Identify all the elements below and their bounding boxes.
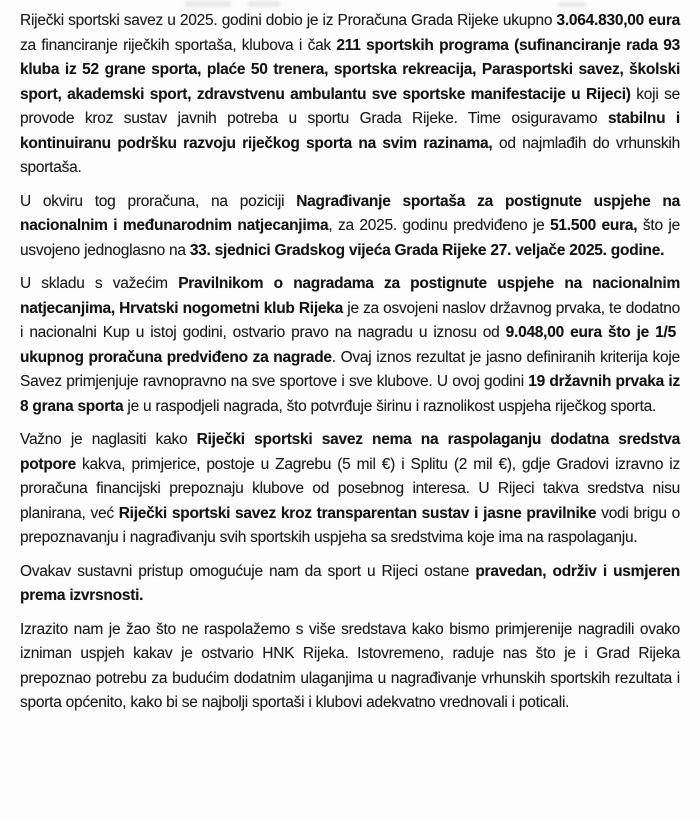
text-run: Izrazito nam je žao što ne raspolažemo s više sredstava kako bismo primjerenije nagradili ovako izniman uspjeh kakav je ostvario HNK Rijeka. Istovremeno, raduje nas što je i Grad Rijeka prepoznao potrebu za budućim dodatnim ulaganjima u nagrađivanje vrhunskih sportskih rezultata i sporta općenito, kako bi se najbolji sportaši i klubovi adekvatno vrednovali i poticali. <box>20 620 680 711</box>
paragraph <box>20 272 680 419</box>
bold-text-run: Pravilnikom o nagradama za postignute uspjehe na nacionalnim natjecanjima, Hrvatski nogometni klub Rijeka <box>20 275 680 317</box>
text-run: od najmlađih do vrhunskih sportaša. <box>20 134 680 176</box>
text-run: koji se provode kroz sustav javnih potreba u sportu Grada Rijeke. Time osiguravamo <box>20 85 680 127</box>
scan-artifact <box>248 1 280 7</box>
text-run: Važno je naglasiti kako <box>20 431 197 448</box>
text-run: što je usvojeno jednoglasno na <box>20 217 680 259</box>
bold-text-run: 33. sjednici Gradskog vijeća Grada Rijeke 27. veljače 2025. godine. <box>189 241 665 259</box>
paragraph <box>20 618 680 716</box>
bold-text-run: Nagrađivanje sportaša za postignute uspjehe na nacionalnim i međunarodnim natjecanjima <box>20 192 680 234</box>
bold-text-run: 51.500 eura, <box>550 217 638 234</box>
paragraph <box>20 190 680 264</box>
bold-text-run: 19 državnih prvaka iz 8 grana sporta <box>20 373 680 415</box>
bold-text-run: stabilnu i kontinuiranu podršku razvoju riječkog sporta na svim razinama, <box>20 110 680 152</box>
text-run: kakva, primjerice, postoje u Zagrebu (5 mil €) i Splitu (2 mil €), gdje Gradovi izravno iz proračuna financijski prepoznaju klubove od posebnog interesa. U Rijeci takva sredstva nisu planirana, već <box>20 455 680 522</box>
text-run: je u raspodjeli nagrada, što potvrđuje širinu i raznolikost uspjeha riječkog sporta. <box>123 397 657 415</box>
bold-text-run: Riječki sportski savez nema na raspolaganju dodatna sredstva potpore <box>20 431 681 473</box>
text-run: U skladu s važećim <box>20 275 179 292</box>
text-run: vodi brigu o prepoznavanju i nagrađivanju svih sportskih uspjeha sa sredstvima koje ima na raspolaganju. <box>20 504 680 546</box>
text-run: za financiranje riječkih sportaša, klubova i čak <box>20 36 337 54</box>
bold-text-run: Riječki sportski savez kroz transparentan sustav i jasne pravilnike <box>118 504 597 522</box>
bold-text-run: 3.064.830,00 eura <box>556 12 680 29</box>
paragraph <box>20 9 680 181</box>
scan-artifact <box>185 1 231 7</box>
text-run: . Ovaj iznos rezultat je jasno definiranih kriterija koje Savez primjenjuje ravnopravno na sve sportove i sve klubove. U ovoj godini <box>20 348 680 390</box>
text-run: Ovakav sustavni pristup omogućuje nam da sport u Rijeci ostane <box>20 562 476 580</box>
bold-text-run: 9.048,00 eura što je 1/5 ukupnog proračuna predviđeno za nagrade <box>20 324 680 366</box>
bold-text-run: 211 sportskih programa (sufinanciranje rada 93 kluba iz 52 grane sporta, plaće 50 trenera, sportska rekreacija, Parasportski savez, školski sport, akademski sport, zdravstvenu ambulantu sve sportske manifestacije u Rijeci) <box>20 36 680 103</box>
bold-text-run: pravedan, održiv i usmjeren prema izvrsnosti. <box>20 562 680 604</box>
scan-artifact <box>558 2 586 7</box>
paragraph <box>20 428 680 551</box>
text-run: U okviru tog proračuna, na poziciji <box>20 192 297 210</box>
paragraph <box>20 560 680 609</box>
text-run: je za osvojeni naslov državnog prvaka, te dodatno i nacionalni Kup u istoj godini, ostvario pravo na nagradu u iznosu od <box>20 299 680 341</box>
text-run: , za 2025. godinu predviđeno je <box>328 217 551 234</box>
text-run: Riječki sportski savez u 2025. godini dobio je iz Proračuna Grada Rijeke ukupno <box>20 12 557 29</box>
